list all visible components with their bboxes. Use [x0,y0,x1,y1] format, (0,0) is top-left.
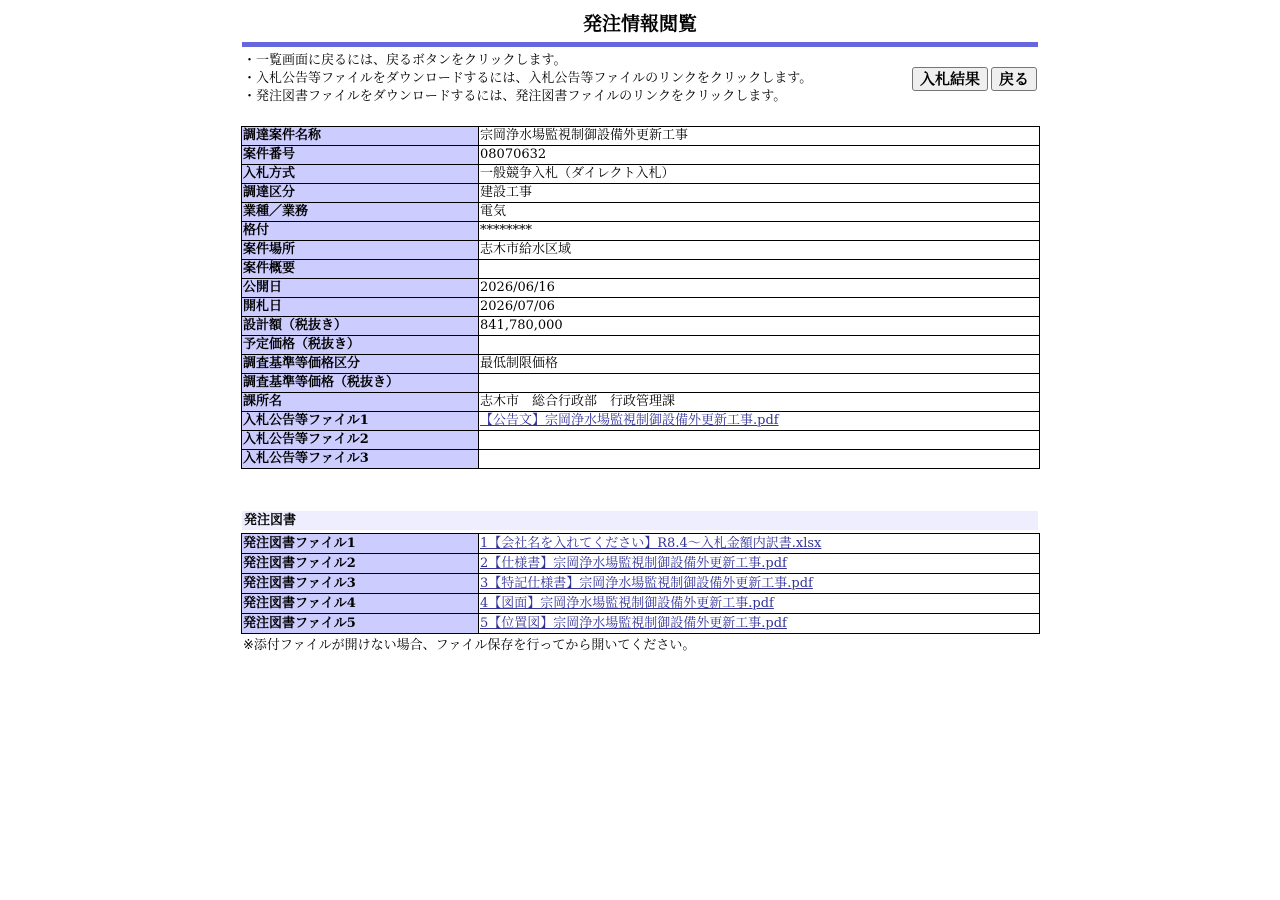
table-row [242,222,1040,241]
field-label: 案件番号 [242,146,479,165]
field-value [479,374,1040,393]
field-label: 公開日 [242,279,479,298]
file-download-link[interactable]: 2【仕様書】宗岡浄水場監視制御設備外更新工事.pdf [480,555,787,571]
field-label: 予定価格（税抜き） [242,336,479,355]
field-label: 開札日 [242,298,479,317]
instruction-list [243,52,903,106]
field-value-cell [479,412,1040,431]
table-row [242,241,1040,260]
field-label: 発注図書ファイル4 [242,594,479,614]
field-value: 08070632 [479,146,1040,165]
order-detail-table [241,126,1040,469]
field-label: 発注図書ファイル5 [242,614,479,634]
file-download-link[interactable]: 【公告文】宗岡浄水場監視制御設備外更新工事.pdf [480,413,779,428]
drawing-section-header: 発注図書 [242,511,1038,530]
field-label: 調達区分 [242,184,479,203]
table-row [242,146,1040,165]
field-value: 志木市 総合行政部 行政管理課 [479,393,1040,412]
field-value-cell [479,574,1040,594]
field-label: 発注図書ファイル2 [242,554,479,574]
field-label: 入札公告等ファイル2 [242,431,479,450]
field-value [479,260,1040,279]
field-label: 課所名 [242,393,479,412]
field-value-cell [479,554,1040,574]
table-row [242,450,1040,469]
field-label: 案件概要 [242,260,479,279]
field-label: 調査基準等価格（税抜き） [242,374,479,393]
field-label: 発注図書ファイル3 [242,574,479,594]
table-row [242,355,1040,374]
file-download-link[interactable]: 1【会社名を入れてください】R8.4～入札金額内訳書.xlsx [480,535,822,551]
table-row [242,317,1040,336]
instruction-item: ・一覧画面に戻るには、戻るボタンをクリックします。 [243,53,567,68]
table-row [242,184,1040,203]
field-label: 調達案件名称 [242,127,479,146]
field-label: 入札公告等ファイル1 [242,412,479,431]
table-row [242,260,1040,279]
table-row [242,336,1040,355]
drawing-file-table [241,533,1040,634]
bid-result-button[interactable]: 入札結果 [912,67,988,91]
field-label: 調査基準等価格区分 [242,355,479,374]
table-row [242,594,1040,614]
file-download-link[interactable]: 4【図面】宗岡浄水場監視制御設備外更新工事.pdf [480,595,774,611]
table-row [242,393,1040,412]
attachment-footnote: ※添付ファイルが開けない場合、ファイル保存を行ってから開いてください。 [243,638,696,653]
field-value-cell [479,534,1040,554]
field-label: 格付 [242,222,479,241]
table-row [242,203,1040,222]
field-label: 業種／業務 [242,203,479,222]
table-row [242,374,1040,393]
field-label: 案件場所 [242,241,479,260]
field-label: 入札方式 [242,165,479,184]
table-row [242,298,1040,317]
table-row [242,412,1040,431]
field-value: ******** [479,222,1040,241]
field-label: 発注図書ファイル1 [242,534,479,554]
table-row [242,127,1040,146]
field-value: 最低制限価格 [479,355,1040,374]
file-download-link[interactable]: 3【特記仕様書】宗岡浄水場監視制御設備外更新工事.pdf [480,575,813,591]
field-value: 建設工事 [479,184,1040,203]
field-value: 志木市給水区域 [479,241,1040,260]
table-row [242,554,1040,574]
table-row [242,165,1040,184]
table-row [242,431,1040,450]
file-download-link[interactable]: 5【位置図】宗岡浄水場監視制御設備外更新工事.pdf [480,615,787,631]
field-value [479,431,1040,450]
back-button[interactable]: 戻る [991,67,1037,91]
field-value-cell [479,594,1040,614]
field-value [479,450,1040,469]
field-value: 841,780,000 [479,317,1040,336]
page-title: 発注情報閲覧 [582,13,697,35]
table-row [242,614,1040,634]
field-value: 宗岡浄水場監視制御設備外更新工事 [479,127,1040,146]
table-row [242,574,1040,594]
field-value: 一般競争入札（ダイレクト入札） [479,165,1040,184]
field-value-cell [479,614,1040,634]
field-value: 電気 [479,203,1040,222]
field-value: 2026/07/06 [479,298,1040,317]
field-value: 2026/06/16 [479,279,1040,298]
instruction-item: ・発注図書ファイルをダウンロードするには、発注図書ファイルのリンクをクリックします。 [243,89,787,104]
table-row [242,534,1040,554]
table-row [242,279,1040,298]
instruction-item: ・入札公告等ファイルをダウンロードするには、入札公告等ファイルのリンクをクリックします。 [243,71,813,86]
field-label: 設計額（税抜き） [242,317,479,336]
title-divider-bar [242,42,1038,47]
field-value [479,336,1040,355]
field-label: 入札公告等ファイル3 [242,450,479,469]
